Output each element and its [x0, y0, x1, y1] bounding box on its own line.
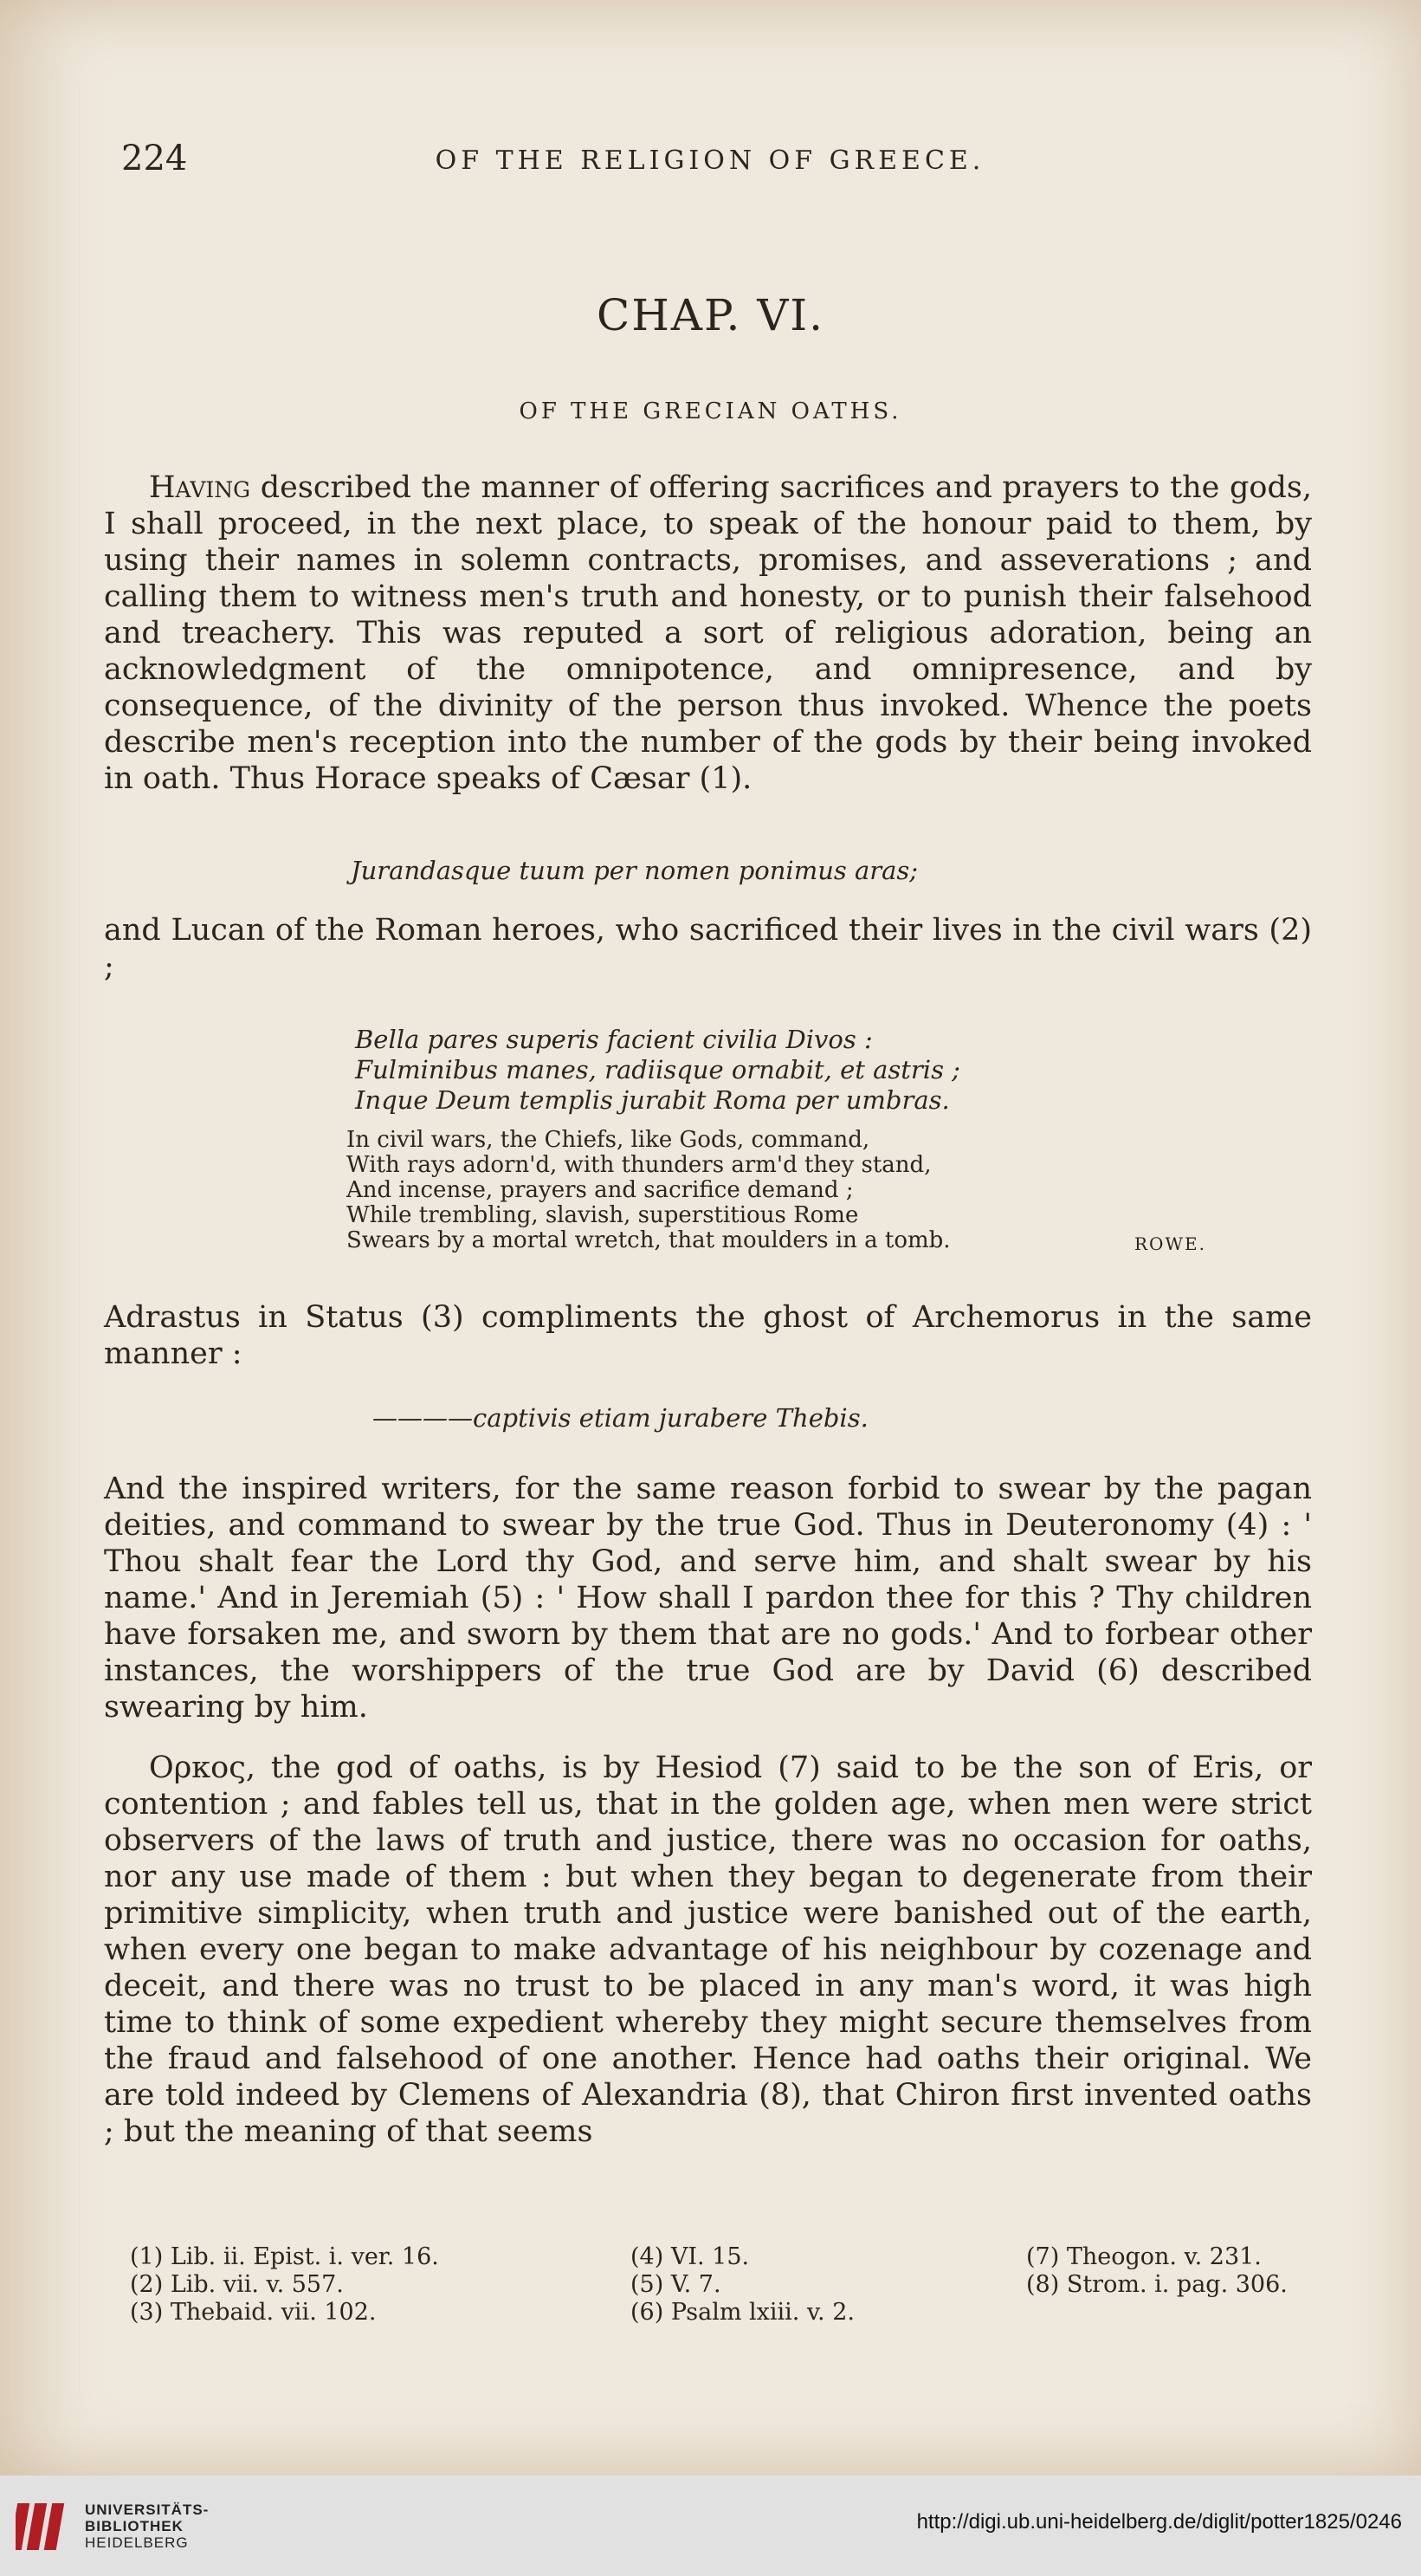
- footnote: (4) VI. 15.: [630, 2243, 750, 2270]
- verse-line: With rays adorn'd, with thunders arm'd they stand,: [346, 1152, 932, 1178]
- dropcap-word: Having: [149, 470, 251, 505]
- chapter-title: CHAP. VI.: [596, 290, 825, 340]
- paragraph-4: And the inspired writers, for the same reason forbid to swear by the pagan deities, and command to swear by the true God. Thus in Deuteronomy (4) : ' Thou shalt fear the Lord thy God, and serve him, and shalt swear by his name.' And in Jeremiah (5) : ' How shall I pardon thee for this ? Thy children have forsaken me, and sworn by them that are no gods.' And to forbear other instances, the worshippers of the true God are by David (6) described swearing by him.: [104, 1472, 1312, 1725]
- paragraph-3: Adrastus in Status (3) compliments the ghost of Archemorus in the same manner :: [104, 1300, 1312, 1371]
- library-name: [85, 2502, 209, 2551]
- footnote: (7) Theogon. v. 231.: [1026, 2243, 1262, 2270]
- library-name-line: BIBLIOTHEK: [85, 2518, 184, 2534]
- page-header: [104, 139, 1316, 182]
- verse-line: In civil wars, the Chiefs, like Gods, command,: [346, 1127, 870, 1153]
- verse-author: ROWE.: [1134, 1233, 1206, 1254]
- chapter-subtitle: OF THE GRECIAN OATHS.: [519, 398, 902, 424]
- running-title: OF THE RELIGION OF GREECE.: [435, 146, 985, 176]
- footnotes-column-1: [130, 2243, 439, 2327]
- library-name-line: UNIVERSITÄTS-: [85, 2502, 210, 2518]
- verse-line: Swears by a mortal wretch, that moulders in a tomb.: [346, 1227, 951, 1253]
- footnote: (2) Lib. vii. v. 557.: [130, 2271, 344, 2298]
- footnotes-column-2: [630, 2243, 855, 2327]
- paragraph-1-text: described the manner of offering sacrifices and prayers to the gods, I shall proceed, in the next place, to speak of the honour paid to them, by using their names in solemn contracts, promises, and asseverations ; and calling them to witness men's truth and honesty, or to punish their falsehood and treachery. This was reputed a sort of religious adoration, being an acknowledgment of the omnipotence, and omnipresence, and by consequence, of the divinity of the person thus invoked. Whence the poets describe men's reception into the number of the gods by their being invoked in oath. Thus Horace speaks of Cæsar (1).: [104, 470, 1312, 796]
- footnote: (3) Thebaid. vii. 102.: [130, 2299, 377, 2326]
- verse-line: While trembling, slavish, superstitious Rome: [346, 1202, 859, 1228]
- quote-lucan-line: Inque Deum templis jurabit Roma per umbras.: [355, 1085, 950, 1115]
- paragraph-5: Ορκος, the god of oaths, is by Hesiod (7) said to be the son of Eris, or contention ; and fables tell us, that in the golden age, when men were strict observers of the laws of truth and justice, there was no occasion for oaths, nor any use made of them : but when they began to degenerate from their primitive simplicity, when truth and justice were banished out of the earth, when every one began to make advantage of his neighbour by cozenage and deceit, and there was no trust to be placed in any man's word, it was high time to think of some expedient whereby they might secure themselves from the fraud and falsehood of one another. Hence had oaths their original. We are told indeed by Clemens of Alexandria (8), that Chiron first invented oaths ; but the meaning of that seems: [104, 1751, 1312, 2149]
- quote-horace: Jurandasque tuum per nomen ponimus aras;: [351, 856, 919, 885]
- footnotes-column-3: [1026, 2243, 1288, 2299]
- library-name-line: HEIDELBERG: [85, 2534, 189, 2551]
- quote-lucan-line: Bella pares superis facient civilia Divos :: [355, 1025, 873, 1054]
- source-url-link[interactable]: http://digi.ub.uni-heidelberg.de/diglit/potter1825/0246: [916, 2510, 1402, 2534]
- footnote: (1) Lib. ii. Epist. i. ver. 16.: [130, 2243, 439, 2270]
- paragraph-1: [104, 469, 1312, 797]
- paragraph-2: and Lucan of the Roman heroes, who sacrificed their lives in the civil wars (2) ;: [104, 913, 1312, 984]
- footnote: (5) V. 7.: [630, 2271, 721, 2298]
- quote-lucan-line: Fulminibus manes, radiisque ornabit, et astris ;: [355, 1055, 960, 1084]
- verse-line: And incense, prayers and sacrifice demand ;: [346, 1177, 854, 1203]
- footnote: (8) Strom. i. pag. 306.: [1026, 2271, 1288, 2298]
- footnote: (6) Psalm lxiii. v. 2.: [630, 2299, 855, 2326]
- digitization-footer: [0, 2476, 1421, 2576]
- quote-statius: ————captivis etiam jurabere Thebis.: [372, 1403, 869, 1433]
- heidelberg-library-logo-icon: [16, 2495, 76, 2559]
- page-number: 224: [121, 139, 188, 178]
